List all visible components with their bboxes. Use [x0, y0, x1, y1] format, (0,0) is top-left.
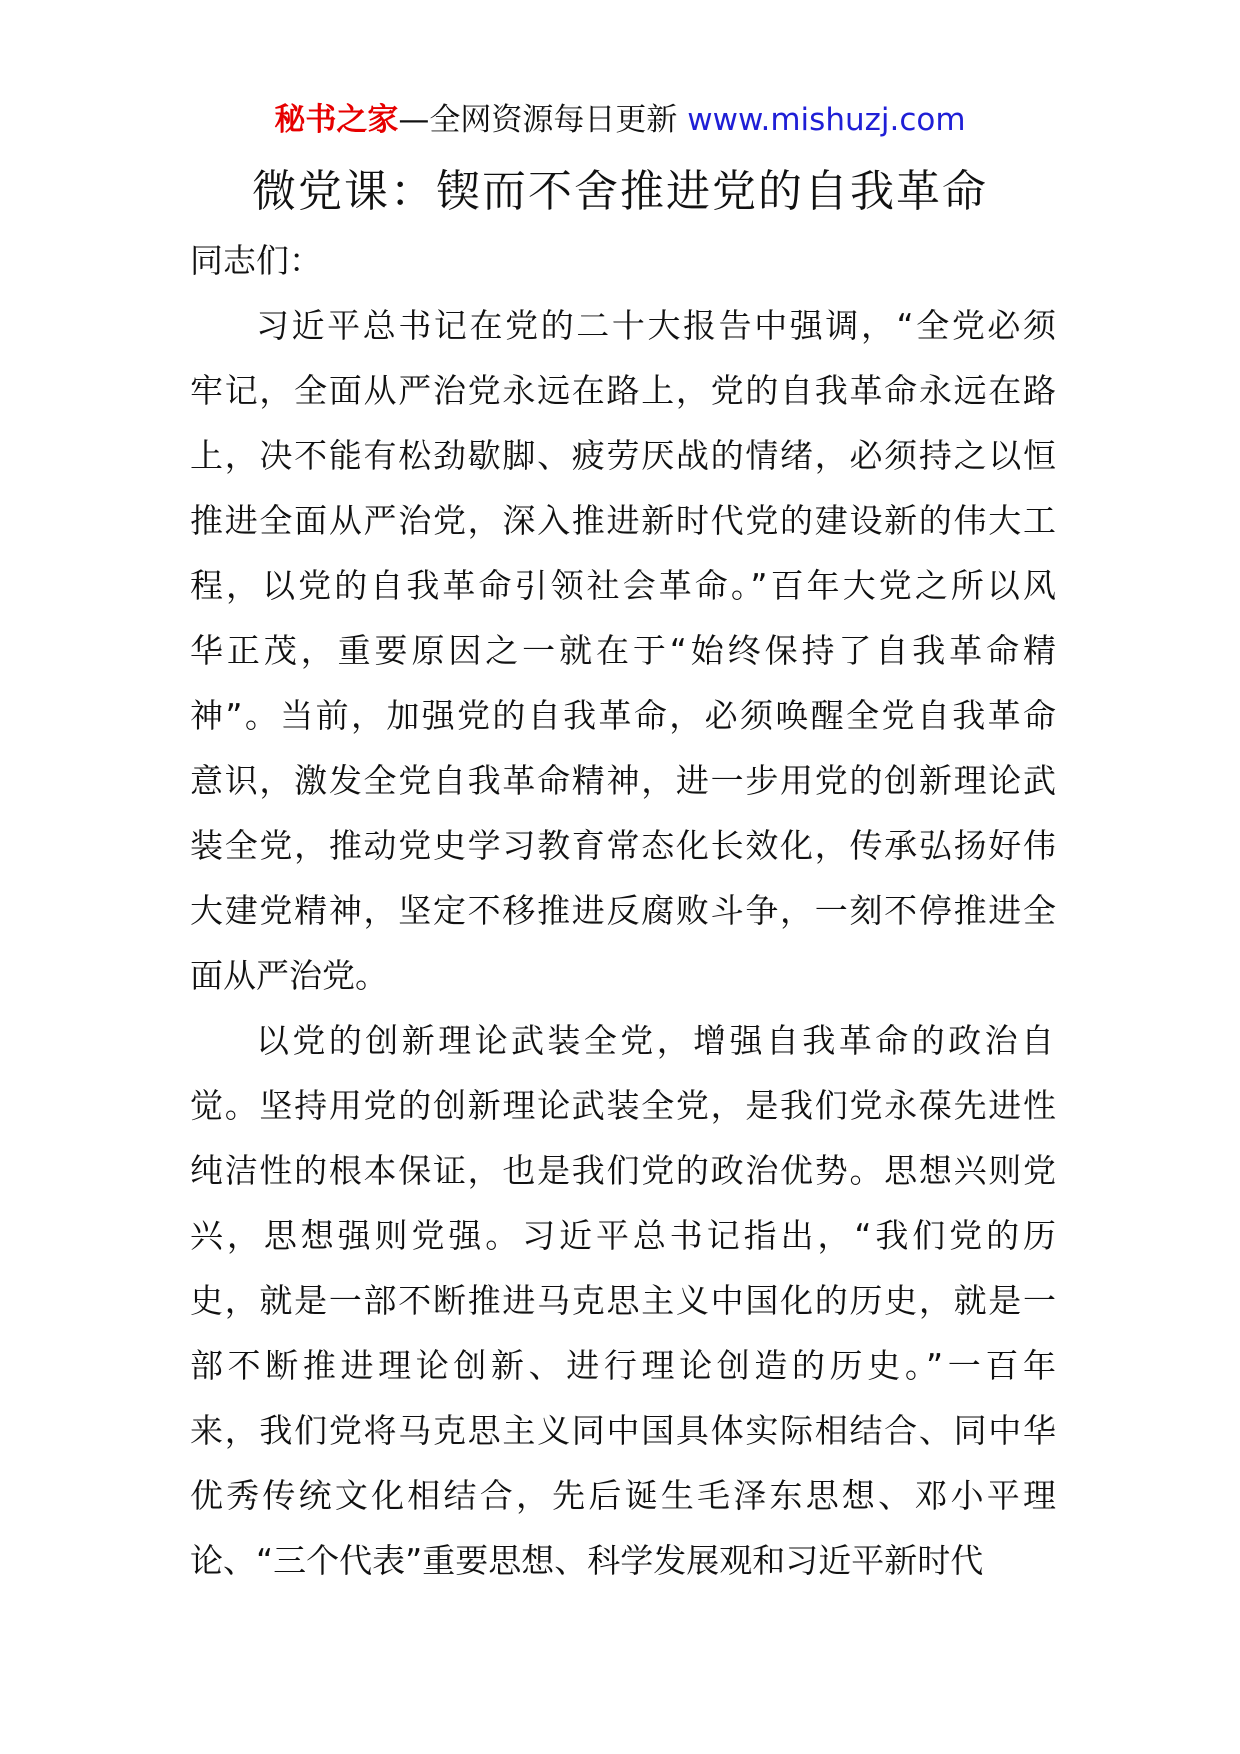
paragraph-2 — [190, 1008, 1056, 1593]
paragraph-line: 牢记，全面从严治党永远在路上，党的自我革命永远在路 — [190, 371, 1056, 410]
paragraph-line: 史，就是一部不断推进马克思主义中国化的历史，就是一 — [190, 1281, 1056, 1320]
paragraph-1 — [190, 293, 1056, 1008]
paragraph-line: 习近平总书记在党的二十大报告中强调，“全党必须 — [256, 306, 1056, 345]
paragraph-line: 纯洁性的根本保证，也是我们党的政治优势。思想兴则党 — [190, 1151, 1056, 1190]
paragraph-line: 程，以党的自我革命引领社会革命。”百年大党之所以风 — [190, 566, 1056, 605]
paragraph-line: 推进全面从严治党，深入推进新时代党的建设新的伟大工 — [190, 501, 1056, 540]
document-body — [190, 228, 1056, 1593]
paragraph-line: 面从严治党。 — [190, 956, 388, 995]
site-banner — [0, 100, 1240, 140]
paragraph-line: 华正茂，重要原因之一就在于“始终保持了自我革命精 — [190, 631, 1056, 670]
paragraph-line: 装全党，推动党史学习教育常态化长效化，传承弘扬好伟 — [190, 826, 1056, 865]
paragraph-line: 来，我们党将马克思主义同中国具体实际相结合、同中华 — [190, 1411, 1056, 1450]
paragraph-line: 神”。当前，加强党的自我革命，必须唤醒全党自我革命 — [190, 696, 1056, 735]
paragraph-line: 上，决不能有松劲歇脚、疲劳厌战的情绪，必须持之以恒 — [190, 436, 1056, 475]
document-title: 微党课：锲而不舍推进党的自我革命 — [252, 166, 988, 217]
paragraph-line: 觉。坚持用党的创新理论武装全党，是我们党永葆先进性 — [190, 1086, 1056, 1125]
paragraph-line: 兴，思想强则党强。习近平总书记指出，“我们党的历 — [190, 1216, 1056, 1255]
paragraph-lead-sentence: 以党的创新理论武装全党，增强自我革命的政治自 — [256, 1021, 1056, 1060]
paragraph-line: 意识，激发全党自我革命精神，进一步用党的创新理论武 — [190, 761, 1056, 800]
banner-tagline: —全网资源每日更新 — [398, 102, 678, 138]
paragraph-line: 优秀传统文化相结合，先后诞生毛泽东思想、邓小平理 — [190, 1476, 1056, 1515]
brand-name: 秘书之家 — [274, 102, 399, 138]
greeting: 同志们： — [190, 241, 322, 280]
paragraph-line: 论、“三个代表”重要思想、科学发展观和习近平新时代 — [190, 1541, 984, 1580]
site-url-link[interactable]: www.mishuzj.com — [687, 102, 966, 138]
paragraph-line: 大建党精神，坚定不移推进反腐败斗争，一刻不停推进全 — [190, 891, 1056, 930]
paragraph-line: 部不断推进理论创新、进行理论创造的历史。”一百年 — [190, 1346, 1056, 1385]
